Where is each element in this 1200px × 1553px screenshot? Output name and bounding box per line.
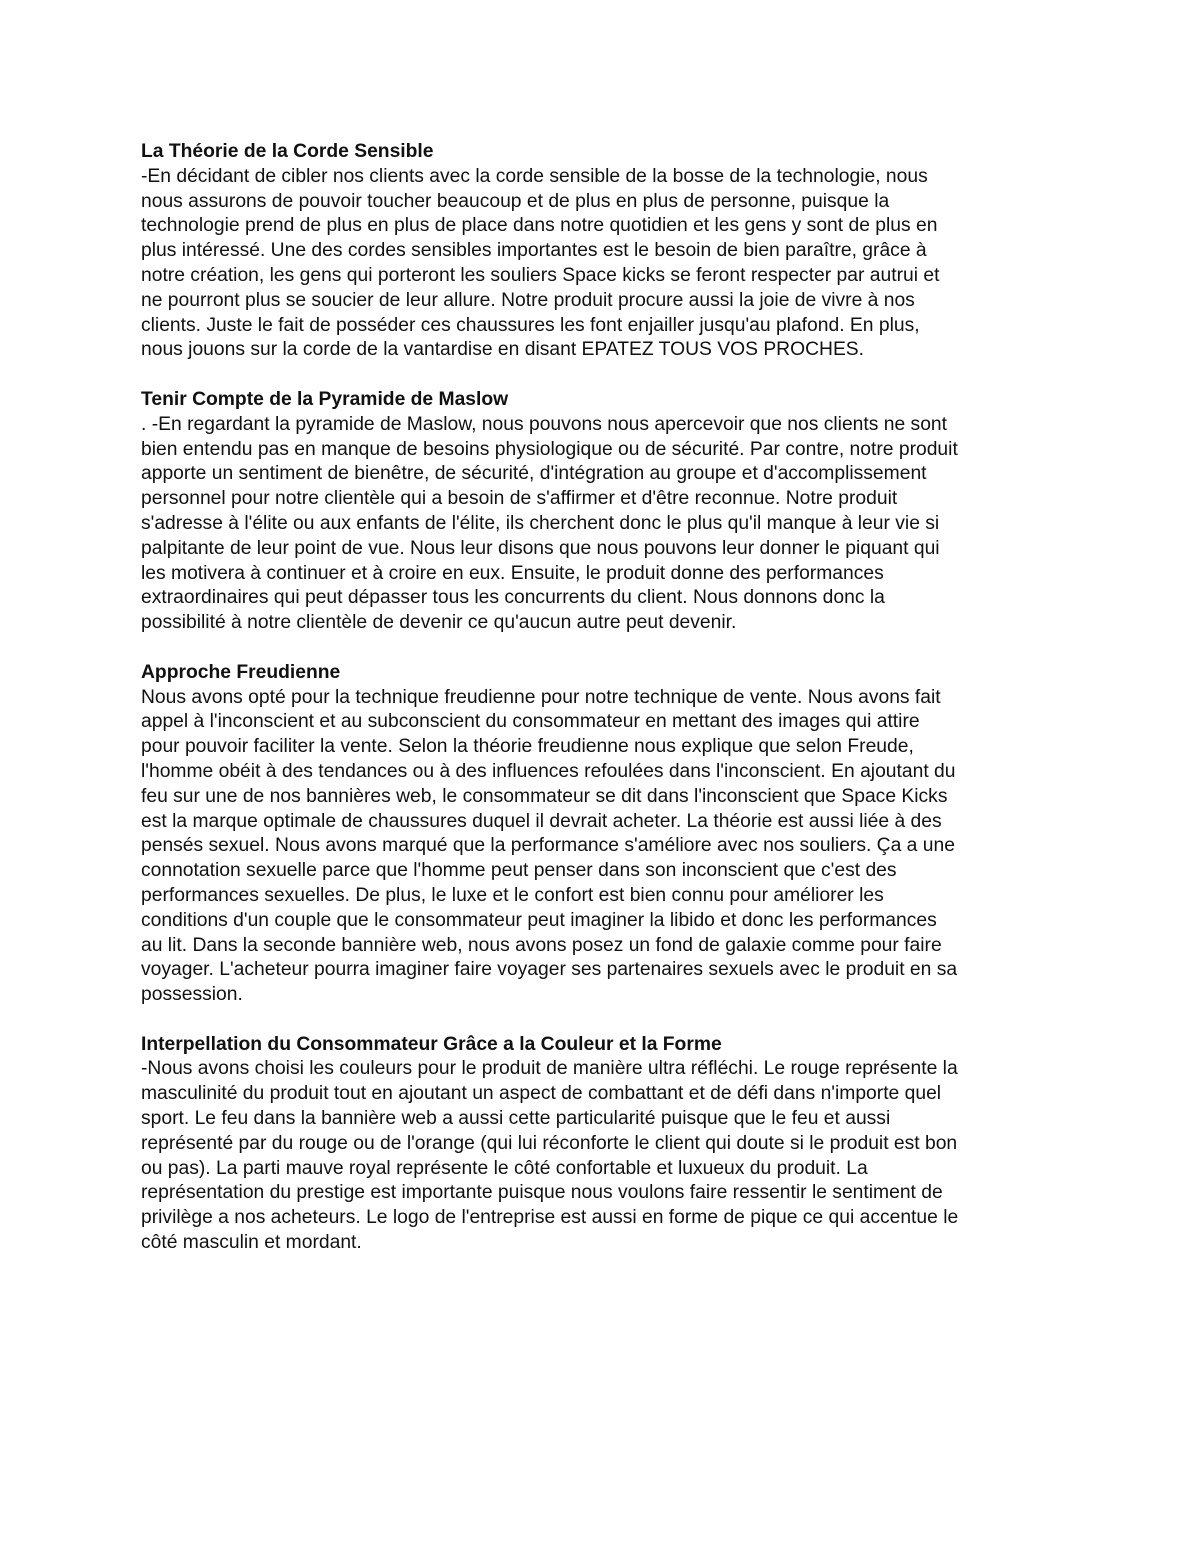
text-line: au lit. Dans la seconde bannière web, nous avons posez un fond de galaxie comme pour faire	[141, 934, 942, 956]
text-line: voyager. L'acheteur pourra imaginer faire voyager ses partenaires sexuels avec le produit en sa	[141, 959, 958, 981]
text-line: ne pourront plus se soucier de leur allure. Notre produit procure aussi la joie de vivre à nos	[141, 289, 915, 311]
section-couleur-forme	[141, 1033, 1071, 1256]
text-line: l'homme obéit à des tendances ou à des influences refoulées dans l'inconscient. En ajoutant du	[141, 760, 956, 782]
text-line: nous assurons de pouvoir toucher beaucoup et de plus en plus de personne, puisque la	[141, 190, 890, 212]
section-heading: Tenir Compte de la Pyramide de Maslow	[141, 388, 509, 410]
text-line: -Nous avons choisi les couleurs pour le produit de manière ultra réfléchi. Le rouge représente la	[141, 1058, 958, 1080]
text-line: . -En regardant la pyramide de Maslow, nous pouvons nous apercevoir que nos clients ne sont	[141, 413, 947, 435]
text-line: sport. Le feu dans la bannière web a aussi cette particularité puisque que le feu et aussi	[141, 1108, 891, 1130]
text-line: masculinité du produit tout en ajoutant un aspect de combattant et de défi dans n'importe quel	[141, 1083, 942, 1105]
text-line: pour pouvoir faciliter la vente. Selon la théorie freudienne nous explique que selon Freude,	[141, 736, 914, 758]
text-line: notre création, les gens qui porteront les souliers Space kicks se feront respecter par autrui et	[141, 264, 940, 286]
section-approche-freudienne	[141, 661, 1071, 1008]
text-line: clients. Juste le fait de posséder ces chaussures les font enjailler jusqu'au plafond. En plus,	[141, 314, 920, 336]
text-line: performances sexuelles. De plus, le luxe et le confort est bien connu pour améliorer les	[141, 884, 884, 906]
text-line: représentation du prestige est importante puisque nous voulons faire ressentir le sentiment de	[141, 1182, 943, 1204]
text-line: conditions d'un couple que le consommateur peut imaginer la libido et donc les performances	[141, 909, 937, 931]
text-line: appel à l'inconscient et au subconscient du consommateur en mettant des images qui attire	[141, 711, 920, 733]
text-line: personnel pour notre clientèle qui a besoin de s'affirmer et d'être reconnue. Notre produit	[141, 488, 898, 510]
section-paragraph	[141, 1057, 1071, 1255]
document-page	[141, 140, 1071, 1281]
text-line: représenté par du rouge ou de l'orange (qui lui réconforte le client qui doute si le produit est bon	[141, 1132, 958, 1154]
text-line: extraordinaires qui peut dépasser tous les concurrents du client. Nous donnons donc la	[141, 587, 885, 609]
text-line: pensés sexuel. Nous avons marqué que la performance s'améliore avec nos souliers. Ça a une	[141, 835, 955, 857]
section-heading: Approche Freudienne	[141, 661, 341, 683]
text-line: privilège a nos acheteurs. Le logo de l'entreprise est aussi en forme de pique ce qui accentue le	[141, 1207, 959, 1229]
section-pyramide-maslow	[141, 388, 1071, 636]
text-line: nous jouons sur la corde de la vantardise en disant EPATEZ TOUS VOS PROCHES.	[141, 339, 865, 361]
text-line: possibilité à notre clientèle de devenir ce qu'aucun autre peut devenir.	[141, 612, 737, 634]
text-line: est la marque optimale de chaussures duquel il devrait acheter. La théorie est aussi liée à des	[141, 810, 942, 832]
section-paragraph	[141, 686, 1071, 1008]
text-line: côté masculin et mordant.	[141, 1232, 362, 1254]
text-line: plus intéressé. Une des cordes sensibles importantes est le besoin de bien paraître, grâce à	[141, 240, 927, 262]
text-line: apporte un sentiment de bienêtre, de sécurité, d'intégration au groupe et d'accomplissement	[141, 463, 927, 485]
section-heading: La Théorie de la Corde Sensible	[141, 141, 434, 162]
text-line: palpitante de leur point de vue. Nous leur disons que nous pouvons leur donner le piquant qui	[141, 537, 940, 559]
section-corde-sensible	[141, 140, 1071, 363]
text-line: Nous avons opté pour la technique freudienne pour notre technique de vente. Nous avons fait	[141, 686, 941, 708]
section-paragraph	[141, 165, 1071, 363]
text-line: connotation sexuelle parce que l'homme peut penser dans son inconscient que c'est des	[141, 860, 897, 882]
text-line: -En décidant de cibler nos clients avec la corde sensible de la bosse de la technologie, nous	[141, 165, 928, 187]
text-line: ou pas). La parti mauve royal représente le côté confortable et luxueux du produit. La	[141, 1157, 868, 1179]
text-line: possession.	[141, 984, 243, 1006]
text-line: s'adresse à l'élite ou aux enfants de l'élite, ils cherchent donc le plus qu'il manque à leur vie si	[141, 512, 940, 534]
section-paragraph	[141, 413, 1071, 636]
text-line: bien entendu pas en manque de besoins physiologique ou de sécurité. Par contre, notre produit	[141, 438, 958, 460]
text-line: feu sur une de nos bannières web, le consommateur se dit dans l'inconscient que Space Kicks	[141, 785, 948, 807]
section-heading: Interpellation du Consommateur Grâce a la Couleur et la Forme	[141, 1033, 722, 1055]
text-line: les motivera à continuer et à croire en eux. Ensuite, le produit donne des performances	[141, 562, 884, 584]
text-line: technologie prend de plus en plus de place dans notre quotidien et les gens y sont de plus en	[141, 215, 938, 237]
